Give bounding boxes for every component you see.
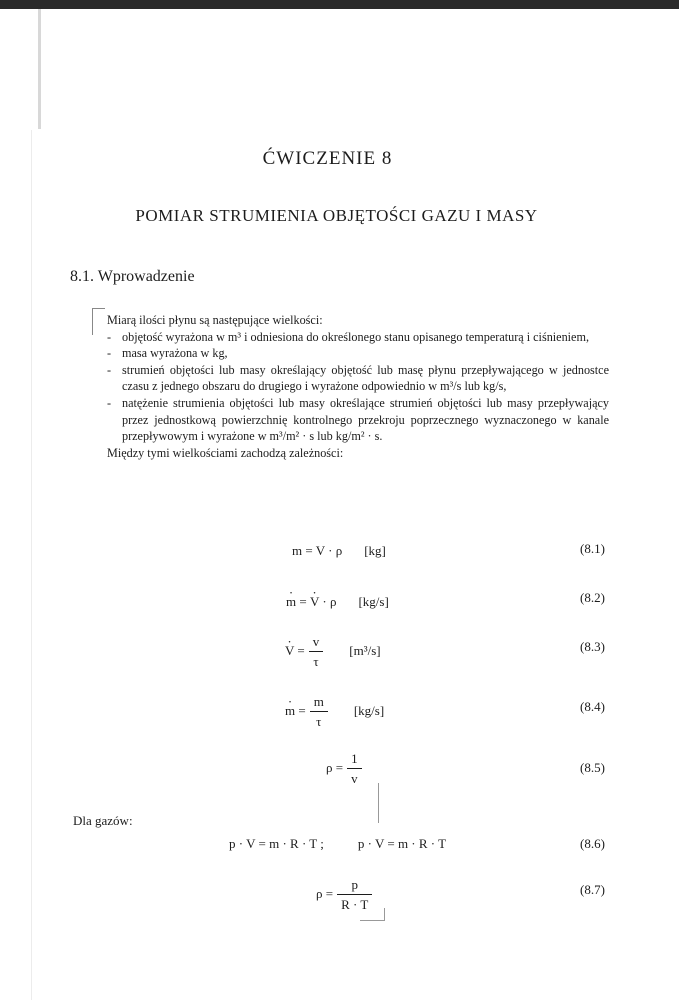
scan-page-edge <box>31 130 32 1000</box>
pencil-mark <box>92 308 105 335</box>
equation-8-2: · m = · V · ρ [kg/s] <box>286 594 389 610</box>
body-text <box>107 312 609 461</box>
equation-8-7: ρ = $\frac{p}{R \cdot T}$ <box>316 877 376 913</box>
scan-binding-shadow <box>38 9 41 129</box>
intro-paragraph: Miarą ilości płynu są następujące wielkości: <box>107 313 323 327</box>
list-item: - strumień objętości lub masy określający objętość lub masę płynu przepływającego w jednostce czasu z jednego obszaru do drugiego i wyrażone odpowiednio w m³/s lub kg/s, <box>107 362 609 394</box>
list-item: - natężenie strumienia objętości lub masy określające strumień objętości lub masy przepływający przez jednostkową powierzchnię kontrolnego przekroju poprzecznego wyznaczonego w kanale przepływowym i wyrażone w m³/m² · s lub kg/m² · s. <box>107 395 609 444</box>
pencil-mark <box>378 783 391 823</box>
list-item: - objętość wyrażona w m³ i odniesiona do określonego stanu opisanego temperaturą i ciśnieniem, <box>107 329 589 344</box>
equation-number: (8.4) <box>580 699 605 714</box>
chapter-heading: ĆWICZENIE 8 <box>262 148 393 169</box>
equation-number: (8.2) <box>580 590 605 605</box>
relations-intro: Między tymi wielkościami zachodzą zależności: <box>107 445 344 460</box>
equation-8-3: · V = $\frac{v}{\tau}$ [m³/s] <box>285 634 381 670</box>
equation-number: (8.6) <box>580 836 605 851</box>
scan-top-edge <box>0 0 679 9</box>
gases-label: Dla gazów: <box>73 813 133 828</box>
equation-number: (8.7) <box>580 882 605 897</box>
chapter-title: POMIAR STRUMIENIA OBJĘTOŚCI GAZU I MASY <box>135 206 538 225</box>
equation-8-5: ρ = $\frac{1}{v}$ <box>326 751 366 787</box>
list-item: - masa wyrażona w kg, <box>107 346 228 361</box>
equation-number: (8.1) <box>580 541 605 556</box>
equation-number: (8.5) <box>580 760 605 775</box>
equation-8-6: p · V = m · R · T ; p · V = m · R · T <box>229 836 447 851</box>
equation-8-1: m = V · ρ [kg] <box>292 543 386 558</box>
equation-number: (8.3) <box>580 639 605 654</box>
equation-8-4: · m = $\frac{m}{\tau}$ [kg/s] <box>285 694 384 730</box>
pencil-mark <box>360 908 385 921</box>
section-heading: 8.1. Wprowadzenie <box>70 268 195 285</box>
